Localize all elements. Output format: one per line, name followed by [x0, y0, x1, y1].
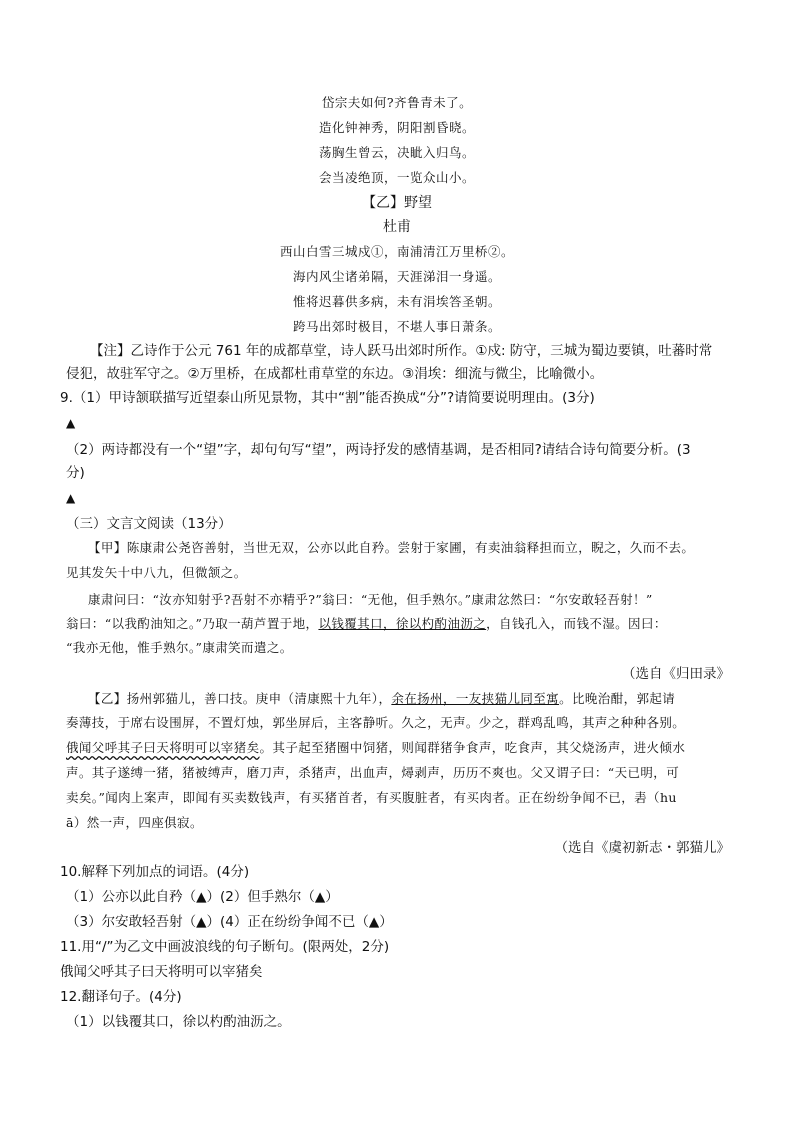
jia-poem-line-2: 造化钟神秀，阴阳割昏晓。: [318, 120, 475, 135]
jia-poem-line-3: 荡胸生曾云，决眦入归鸟。: [318, 145, 475, 160]
yi-passage-line4: 声。其子遂缚一猪，猪被缚声，磨刀声，杀猪声，出血声，燖剥声，历历不爽也。父又谓子曰：“天已明，可: [66, 765, 680, 780]
jia-passage-p1-line1: 【甲】陈康肃公尧咨善射，当世无双，公亦以此自矜。尝射于家圃，有卖油翁释担而立，睨之，久而不去。: [88, 540, 695, 555]
q10-title: 10.解释下列加点的词语。(4分): [60, 864, 250, 880]
q10-row2: （3）尔安敢轻吾射（▲）(4）正在纷纷争闻不已（▲）: [66, 914, 393, 930]
jia-passage-text: ，自钱孔入，而钱不湿。因曰：: [486, 616, 667, 631]
jia-passage-p2-line1: 康肃问曰：“汝亦知射乎?吾射不亦精乎?”翁曰：“无他，但手熟尔。”康肃忿然曰：“尔安敢轻吾射！”: [88, 592, 653, 607]
yi-passage-line3: [66, 738, 730, 758]
note-line-1: 【注】乙诗作于公元 761 年的成都草堂，诗人跃马出郊时所作。①戍: 防守，三城为蜀边要镇，吐蕃时常: [90, 343, 713, 359]
yi-poem-line-4: 跨马出郊时极目，不堪人事日萧条。: [292, 319, 501, 334]
yi-source: （选自《虞初新志・郭猫儿》: [554, 840, 730, 856]
jia-passage-p2-line2: [66, 614, 730, 634]
q10-row1: （1）公亦以此自矜（▲）(2）但手熟尔（▲）: [66, 889, 339, 905]
jia-underlined-sentence: 以钱覆其口，徐以杓酌油沥之: [318, 616, 487, 631]
yi-poem-line-1: 西山白雪三城戍①，南浦清江万里桥②。: [279, 244, 514, 259]
yi-poem-line-3: 惟将迟暮供多病，未有涓埃答圣朝。: [292, 294, 501, 309]
yi-poem-title: 【乙】野望: [362, 195, 432, 211]
answer-blank-marker[interactable]: ▲: [66, 491, 76, 505]
q9-part2-line2: 分): [66, 465, 85, 481]
q12-title: 12.翻译句子。(4分): [60, 989, 182, 1005]
jia-passage-p2-line3: “我亦无他，惟手熟尔。”康肃笑而遣之。: [66, 640, 293, 655]
jia-poem-line-1: 岱宗夫如何?齐鲁青未了。: [321, 95, 473, 110]
yi-underlined-sentence: 余在扬州，一友挟猫儿同至寓: [391, 691, 560, 706]
yi-poem-author: 杜甫: [383, 219, 411, 235]
q9-part2-line1: （2）两诗都没有一个“望”字，却句句写“望”，两诗抒发的感情基调，是否相同?请结合诗句简要分析。(3: [66, 442, 691, 458]
q11-title: 11.用“/”为乙文中画波浪线的句子断句。(限两处，2分): [60, 939, 390, 955]
yi-passage-line2: 奏薄技，于席右设围屏，不置灯烛，郭坐屏后，主客静听。久之，无声。少之，群鸡乱鸣，其声之种种各别。: [66, 715, 686, 730]
yi-poem-line-2: 海内风尘诸弟隔，天涯涕泪一身遥。: [292, 269, 501, 284]
yi-passage-text: 。其子起至猪圈中饲猪，则闻群猪争食声，吃食声，其父烧汤声，进火倾水: [259, 740, 686, 755]
jia-poem-line-4: 会当凌绝顶，一览众山小。: [318, 170, 475, 185]
yi-passage-line6: ā）然一声，四座俱寂。: [66, 815, 203, 830]
answer-blank-marker[interactable]: ▲: [66, 416, 76, 430]
q9-part1: 9.（1）甲诗颔联描写近望泰山所见景物，其中“割”能否换成“分”?请简要说明理由。(3分): [60, 390, 595, 406]
q11-sentence: 俄闻父呼其子曰天将明可以宰猪矣: [60, 964, 263, 980]
note-line-2: 侵犯，故驻军守之。②万里桥，在成都杜甫草堂的东边。③涓埃：细流与微尘，比喻微小。: [66, 366, 604, 382]
jia-passage-text: 翁曰：“以我酌油知之。”乃取一葫芦置于地，: [66, 616, 319, 631]
yi-passage-text: 【乙】扬州郭猫儿，善口技。庚申（清康熙十九年），: [88, 691, 392, 706]
yi-passage-line1: [66, 689, 730, 709]
yi-passage-text: 。比晚治酣，郭起请: [559, 691, 676, 706]
yi-passage-line5: 卖矣。”闻肉上案声，即闻有买卖数钱声，有买猪首者，有买腹脏者，有买肉者。正在纷纷争闻不已，砉（hu: [66, 790, 677, 805]
jia-passage-p1-line2: 见其发矢十中八九，但微颔之。: [66, 565, 247, 580]
section3-title: （三）文言文阅读（13分）: [66, 516, 232, 532]
q12-item1: （1）以钱覆其口，徐以杓酌油沥之。: [66, 1014, 291, 1030]
yi-wavy-sentence: 俄闻父呼其子曰天将明可以宰猪矣: [66, 740, 260, 755]
jia-source: （选自《归田录》: [622, 666, 730, 682]
